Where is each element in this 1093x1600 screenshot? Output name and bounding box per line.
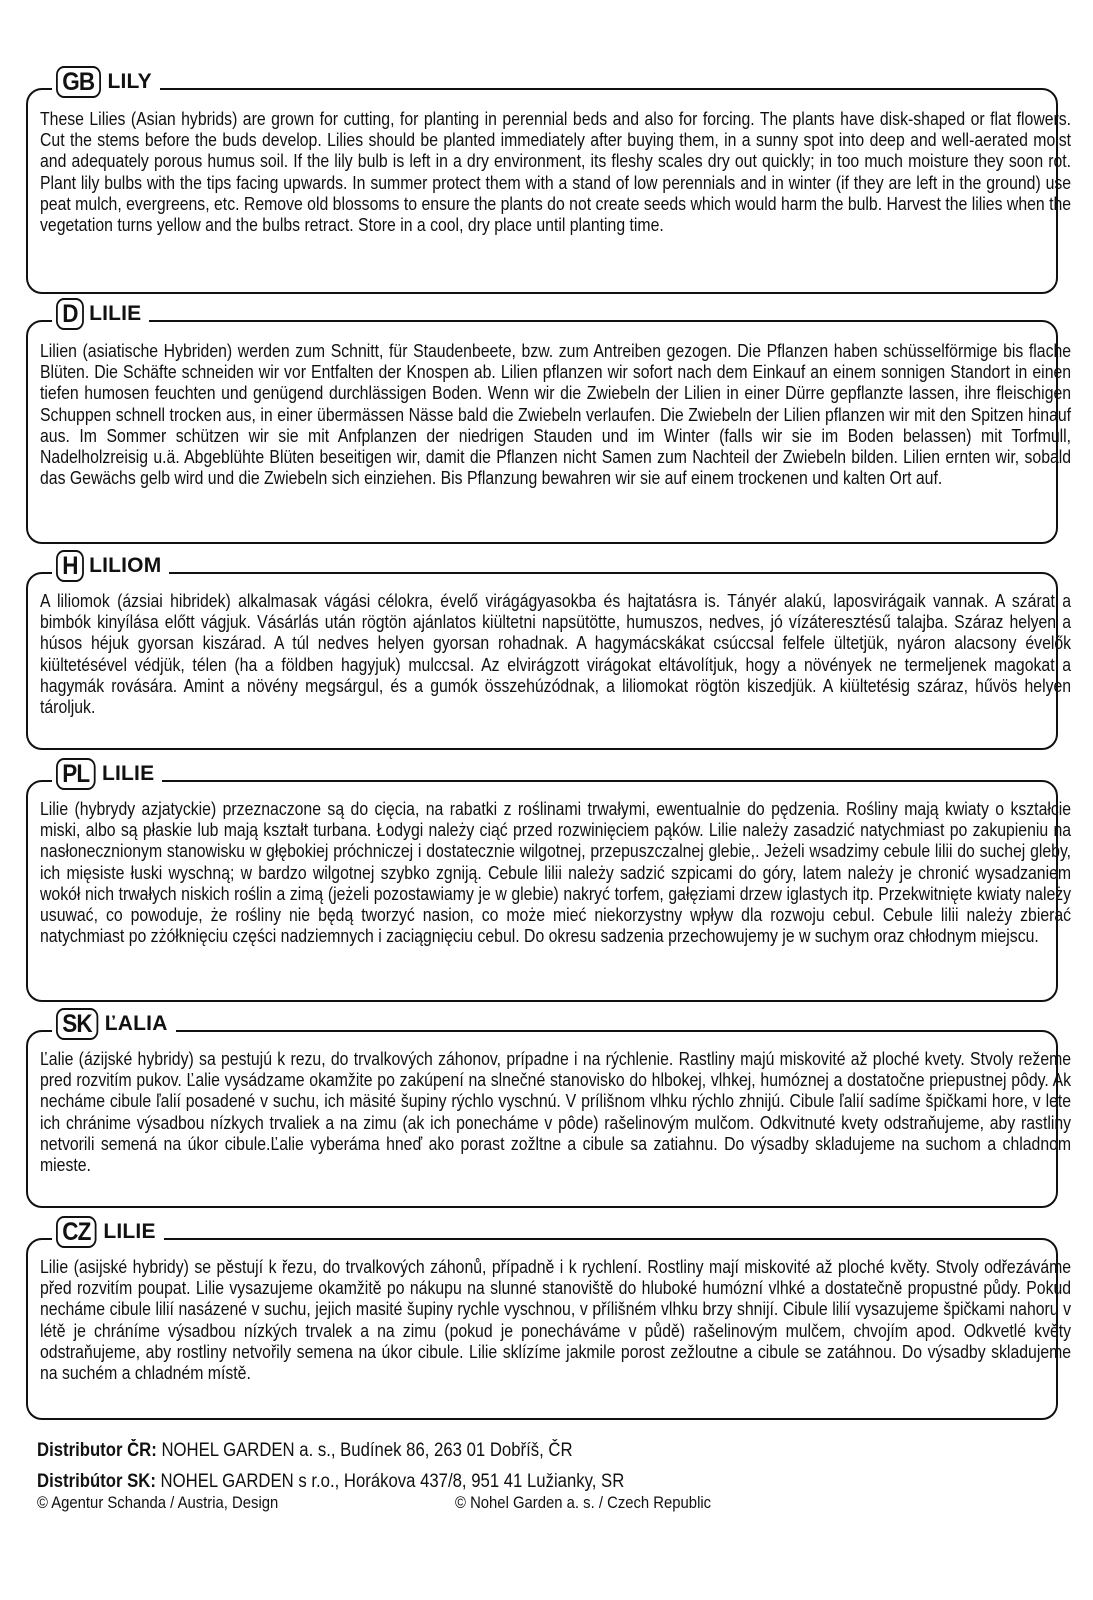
section-title: LILY [107, 70, 152, 93]
section-title: LILIOM [89, 554, 162, 577]
section-title: LILIE [103, 1220, 156, 1243]
section-pl [26, 760, 1072, 1002]
section-header [52, 1008, 176, 1040]
section-text: A liliomok (ázsiai hibridek) alkalmasak vágási célokra, évelő virágágyasokba és hajtatásra is. Tányér alakú, laposvirágaik vannak. A szárat a bimbók kinyílása előtt vágjuk. Vásárlás után rögtön ajánlatos kiültetni napsütötte, humuszos, nedves, jó vízáteresztésű talajba. Száraz helyen a húsos héjuk gyorsan kiszárad. A túl nedves helyen gyorsan rohadnak. A hagymácskákat csúccsal felfele ültetjük, nyáron alacsony évelők kiültetésével védjük, télen (ha a földben hagyjuk) mulccsal. Az elvirágzott virágokat eltávolítjuk, hogy a növények ne termeljenek magokat a hagymák rovására. Amint a növény megsárgul, és a gumók összehúzódnak, a liliomokat rögtön kiszedjük. A kiültetésig száraz, hűvös helyen tároljuk. [40, 590, 1072, 718]
distributor-cz-value: NOHEL GARDEN a. s., Budínek 86, 263 01 Dobříš, ČR [156, 1440, 573, 1461]
section-text: Lilie (asijské hybridy) se pěstují k řezu, do trvalkových záhonů, případně i k rychlení. Rostliny mají miskovité až ploché květy. Stvoly odřezáváme před rozvitím poupat. Lilie vysazujeme okamžitě po nákupu na slunné stanoviště do hluboké humózní vlhké a dostatečně propustné půdy. Pokud necháme cibule lilií nasázené v suchu, jejich masité šupiny rychle vyschnou, v přílišném vlhku brzy shnijí. Cibule lilií vysazujeme špičkami nahoru v létě je chráníme výsadbou nízkých trvalek a na zimu (pokud je ponecháváme v půdě) rašelinovým mulčem, chvojím apod. Odkvetlé květy odstraňujeme, aby rostliny netvořily semena na úkor cibule. Lilie sklízíme jakmile porost zežloutne a cibule se zatáhnou. Do výsadby skladujeme na suchém a chladném místě. [40, 1256, 1072, 1384]
section-header [52, 550, 169, 582]
section-header [52, 758, 162, 790]
section-title: LILIE [101, 762, 155, 785]
footer [37, 1438, 1057, 1512]
distributor-sk-label: Distribútor SK: [37, 1471, 156, 1492]
language-code-badge: GB [56, 66, 101, 98]
language-code-badge: CZ [56, 1216, 97, 1248]
copyright-right: © Nohel Garden a. s. / Czech Republic [455, 1494, 712, 1512]
section-text: Ľalie (ázijské hybridy) sa pestujú k rezu, do trvalkových záhonov, prípadne i na rýchlenie. Rastliny majú miskovité až ploché kvety. Stvoly režeme pred rozvitím pukov. Ľalie vysádzame okamžite po zakúpení na slnečné stanovisko do hlbokej, vlhkej, humóznej a dostatočne priepustnej pôdy. Ak necháme cibule ľalií posadené v suchu, ich mäsité šupiny rýchlo vyschnú. V prílišnom vlhku rýchlo zhnijú. Cibule ľalií sadíme špičkami hore, v lete ich chránime výsadbou nízkych trvaliek a na zimu (ak ich ponecháme v pôde) rašelinovým mulčom. Odkvitnuté kvety odstraňujeme, aby rastliny netvorili semená na úkor cibule.Ľalie vyberáma hneď ako porast zožltne a cibule sa zatiahnu. Do výsadby skladujeme na suchom a chladnom mieste. [40, 1048, 1072, 1176]
section-sk [26, 1010, 1072, 1208]
distributor-sk-value: NOHEL GARDEN s r.o., Horákova 437/8, 951 41 Lužianky, SR [155, 1471, 625, 1492]
language-code-badge: PL [56, 758, 96, 790]
distributor-cz [37, 1438, 935, 1463]
language-code-badge: D [56, 298, 84, 330]
section-gb [26, 68, 1072, 294]
copyright-left: © Agentur Schanda / Austria, Design [37, 1494, 279, 1512]
section-header [52, 66, 160, 98]
section-text: Lilien (asiatische Hybriden) werden zum Schnitt, für Staudenbeete, bzw. zum Antreiben gezogen. Die Pflanzen haben schüsselförmige bis flache Blüten. Die Schäfte schneiden wir vor Entfalten der Knospen ab. Lilien pflanzen wir sofort nach dem Einkauf an einem sonnigen Standort in einen tiefen humosen feuchten und genügend durchlässigen Boden. Wenn wir die Zwiebeln der Lilien in einer Dürre gepflanzte lassen, ihre fleischigen Schuppen schnell trocken aus, in einer übermässen Nässe bald die Zwiebeln verlaufen. Die Zwiebeln der Lilien pflanzen wir mit den Spitzen hinauf aus. Im Sommer schützen wir sie mit Anfplanzen der niedrigen Stauden und im Winter (falls wir sie im Boden belassen) mit Torfmull, Nadelholzreisig u.ä. Abgeblühte Blüten beseitigen wir, damit die Pflanzen nicht Samen zum Nachteil der Zwiebeln bilden. Lilien ernten wir, sobald das Gewächs gelb wird und die Zwiebeln sich einziehen. Bis Pflanzung bewahren wir sie auf einem trockenen und kalten Ort auf. [40, 340, 1072, 489]
section-text: Lilie (hybrydy azjatyckie) przeznaczone są do cięcia, na rabatki z roślinami trwałymi, ewentualnie do pędzenia. Rośliny mają kwiaty o kształcie miski, albo są płaskie lub mają kształt turbana. Łodygi należy ciąć przed rozwinięciem pąków. Lilie należy zasadzić natychmiast po zakupieniu na nasłonecznionym stanowisku w głębokiej próchniczej i dostatecznie wilgotnej, przepuszczalnej glebie,. Jeżeli wsadzimy cebule lilii do suchej gleby, ich mięsiste łuski wyschną; w bardzo wilgotnej szybko zgniją. Cebule lilii należy sadzić szpicami do góry, latem należy je chronić wysadzaniem wokół nich trwałych niskich roślin a zimą (jeżeli pozostawiamy je w glebie) nakryć torfem, gałęziami drzew iglastych itp. Przekwitnięte kwiaty należy usuwać, co powoduje, że rośliny nie będą tworzyć nasion, co może mieć niekorzystny wpływ dla rozwoju cebul. Cebule lilii należy zbierać natychmiast po zżółknięciu części nadziemnych i zaciągnięciu cebul. Do okresu sadzenia przechowujemy je w suchym oraz chłodnym miejscu. [40, 798, 1072, 947]
section-title: LILIE [89, 302, 142, 325]
distributor-cz-label: Distributor ČR: [37, 1440, 157, 1461]
section-h [26, 552, 1072, 750]
language-code-badge: SK [56, 1008, 98, 1040]
section-cz [26, 1218, 1072, 1420]
distributor-sk [37, 1469, 935, 1494]
section-d [26, 300, 1072, 544]
section-header [52, 298, 149, 330]
section-title: ĽALIA [104, 1012, 168, 1035]
language-code-badge: H [56, 550, 84, 582]
section-header [52, 1216, 164, 1248]
section-text: These Lilies (Asian hybrids) are grown for cutting, for planting in perennial beds and also for forcing. The plants have disk-shaped or flat flowers. Cut the stems before the buds develop. Lilies should be planted immediately after buying them, in a sunny spot into deep and well-aerated moist and adequately porous humus soil. If the lily bulb is left in a dry environment, its fleshy scales dry out quickly; in too much moisture they soon rot. Plant lily bulbs with the tips facing upwards. In summer protect them with a stand of low perennials and in winter (if they are left in the ground) use peat mulch, evergreens, etc. Remove old blossoms to ensure the plants do not create seeds which would harm the bulb. Harvest the lilies when the vegetation turns yellow and the bulbs retract. Store in a cool, dry place until planting time. [40, 108, 1072, 236]
